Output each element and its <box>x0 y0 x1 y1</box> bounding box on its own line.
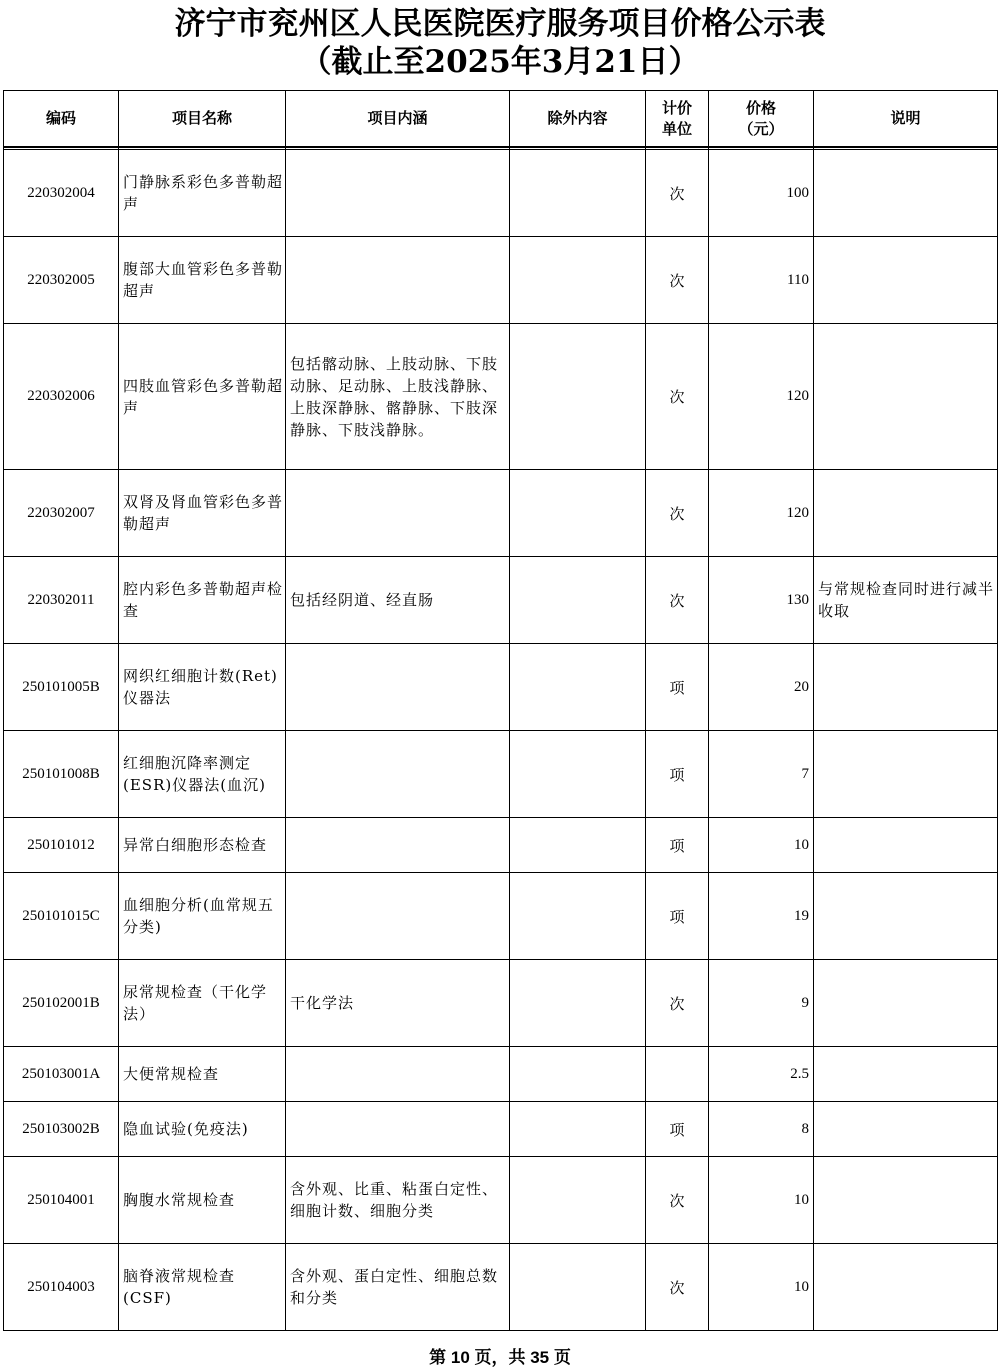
row-price: 120 <box>709 324 814 470</box>
row-item-content <box>286 818 510 873</box>
row-item-name: 脑脊液常规检查(CSF) <box>119 1244 286 1331</box>
table-row <box>4 644 998 731</box>
row-item-content: 含外观、蛋白定性、细胞总数和分类 <box>286 1244 510 1331</box>
row-excluded-content <box>510 470 646 557</box>
row-note <box>814 150 998 237</box>
row-price: 130 <box>709 557 814 644</box>
table-row <box>4 1244 998 1331</box>
table-row <box>4 960 998 1047</box>
row-code: 250101008B <box>4 731 119 818</box>
row-code: 220302007 <box>4 470 119 557</box>
row-item-content: 包括经阴道、经直肠 <box>286 557 510 644</box>
row-note <box>814 644 998 731</box>
row-unit: 项 <box>646 644 709 731</box>
header-unit-line2: 单位 <box>661 119 692 138</box>
page-footer: 第 10 页，共 35 页 <box>429 1348 571 1367</box>
row-unit: 项 <box>646 1102 709 1157</box>
row-excluded-content <box>510 1244 646 1331</box>
table-row <box>4 731 998 818</box>
row-excluded-content <box>510 644 646 731</box>
row-note <box>814 470 998 557</box>
row-item-name: 红细胞沉降率测定(ESR)仪器法(血沉) <box>119 731 286 818</box>
row-item-content <box>286 237 510 324</box>
table-body <box>4 150 998 1331</box>
row-excluded-content <box>510 818 646 873</box>
row-excluded-content <box>510 237 646 324</box>
row-item-content <box>286 873 510 960</box>
row-note <box>814 960 998 1047</box>
row-note <box>814 324 998 470</box>
row-item-content <box>286 1102 510 1157</box>
header-price <box>709 91 814 148</box>
row-code: 250102001B <box>4 960 119 1047</box>
row-excluded-content <box>510 1157 646 1244</box>
row-item-name: 胸腹水常规检查 <box>119 1157 286 1244</box>
row-unit: 次 <box>646 470 709 557</box>
row-item-content <box>286 644 510 731</box>
header-excluded: 除外内容 <box>510 91 646 148</box>
row-unit: 次 <box>646 150 709 237</box>
row-note <box>814 818 998 873</box>
row-unit <box>646 1047 709 1102</box>
row-unit: 项 <box>646 873 709 960</box>
row-price: 2.5 <box>709 1047 814 1102</box>
header-note: 说明 <box>814 91 998 148</box>
table-row <box>4 1047 998 1102</box>
row-code: 220302011 <box>4 557 119 644</box>
header-content: 项目内涵 <box>286 91 510 148</box>
row-price: 20 <box>709 644 814 731</box>
row-price: 10 <box>709 1157 814 1244</box>
row-note <box>814 237 998 324</box>
table-row <box>4 470 998 557</box>
row-note <box>814 731 998 818</box>
row-item-name: 隐血试验(免疫法) <box>119 1102 286 1157</box>
row-unit: 项 <box>646 731 709 818</box>
row-unit: 项 <box>646 818 709 873</box>
row-item-name: 大便常规检查 <box>119 1047 286 1102</box>
row-excluded-content <box>510 960 646 1047</box>
row-note <box>814 1157 998 1244</box>
page-subtitle-date: （截止至2025年3月21日） <box>300 44 700 80</box>
row-note <box>814 873 998 960</box>
row-price: 9 <box>709 960 814 1047</box>
row-note: 与常规检查同时进行减半收取 <box>814 557 998 644</box>
row-note <box>814 1047 998 1102</box>
row-item-content: 包括髂动脉、上肢动脉、下肢动脉、足动脉、上肢浅静脉、上肢深静脉、髂静脉、下肢深静脉、下肢浅静脉。 <box>286 324 510 470</box>
row-excluded-content <box>510 557 646 644</box>
row-code: 250101015C <box>4 873 119 960</box>
header-unit <box>646 91 709 148</box>
row-excluded-content <box>510 873 646 960</box>
row-item-name: 腹部大血管彩色多普勒超声 <box>119 237 286 324</box>
table-row <box>4 324 998 470</box>
table-row <box>4 557 998 644</box>
row-price: 100 <box>709 150 814 237</box>
row-code: 250104001 <box>4 1157 119 1244</box>
row-item-content: 含外观、比重、粘蛋白定性、细胞计数、细胞分类 <box>286 1157 510 1244</box>
row-item-content <box>286 1047 510 1102</box>
row-item-content: 干化学法 <box>286 960 510 1047</box>
row-item-content <box>286 470 510 557</box>
header-price-line1: 价格 <box>745 98 776 117</box>
row-price: 19 <box>709 873 814 960</box>
row-note <box>814 1102 998 1157</box>
row-code: 220302005 <box>4 237 119 324</box>
row-item-name: 血细胞分析(血常规五分类) <box>119 873 286 960</box>
row-code: 220302004 <box>4 150 119 237</box>
header-name: 项目名称 <box>119 91 286 148</box>
row-code: 250103001A <box>4 1047 119 1102</box>
row-price: 10 <box>709 1244 814 1331</box>
row-price: 8 <box>709 1102 814 1157</box>
row-item-name: 门静脉系彩色多普勒超声 <box>119 150 286 237</box>
row-excluded-content <box>510 324 646 470</box>
row-unit: 次 <box>646 1157 709 1244</box>
table-row <box>4 150 998 237</box>
row-code: 250104003 <box>4 1244 119 1331</box>
price-table <box>3 90 998 1331</box>
row-item-name: 异常白细胞形态检查 <box>119 818 286 873</box>
row-note <box>814 1244 998 1331</box>
row-item-content <box>286 731 510 818</box>
row-excluded-content <box>510 731 646 818</box>
page-title: 济宁市兖州区人民医院医疗服务项目价格公示表 <box>174 6 826 42</box>
row-excluded-content <box>510 1102 646 1157</box>
row-code: 250103002B <box>4 1102 119 1157</box>
row-unit: 次 <box>646 1244 709 1331</box>
table-row <box>4 873 998 960</box>
header-code: 编码 <box>4 91 119 148</box>
row-item-name: 腔内彩色多普勒超声检查 <box>119 557 286 644</box>
row-price: 7 <box>709 731 814 818</box>
table-row <box>4 1102 998 1157</box>
table-row <box>4 237 998 324</box>
row-excluded-content <box>510 150 646 237</box>
row-item-name: 网织红细胞计数(Ret)仪器法 <box>119 644 286 731</box>
row-unit: 次 <box>646 324 709 470</box>
row-item-name: 双肾及肾血管彩色多普勒超声 <box>119 470 286 557</box>
row-code: 250101005B <box>4 644 119 731</box>
table-row <box>4 818 998 873</box>
row-excluded-content <box>510 1047 646 1102</box>
header-unit-line1: 计价 <box>661 98 692 117</box>
row-item-name: 四肢血管彩色多普勒超声 <box>119 324 286 470</box>
row-item-content <box>286 150 510 237</box>
row-item-name: 尿常规检查（干化学法） <box>119 960 286 1047</box>
row-code: 250101012 <box>4 818 119 873</box>
row-price: 110 <box>709 237 814 324</box>
header-price-line2: （元） <box>738 119 784 138</box>
table-row <box>4 1157 998 1244</box>
row-price: 10 <box>709 818 814 873</box>
table-header-row <box>4 91 998 148</box>
row-code: 220302006 <box>4 324 119 470</box>
row-unit: 次 <box>646 557 709 644</box>
row-price: 120 <box>709 470 814 557</box>
row-unit: 次 <box>646 960 709 1047</box>
row-unit: 次 <box>646 237 709 324</box>
